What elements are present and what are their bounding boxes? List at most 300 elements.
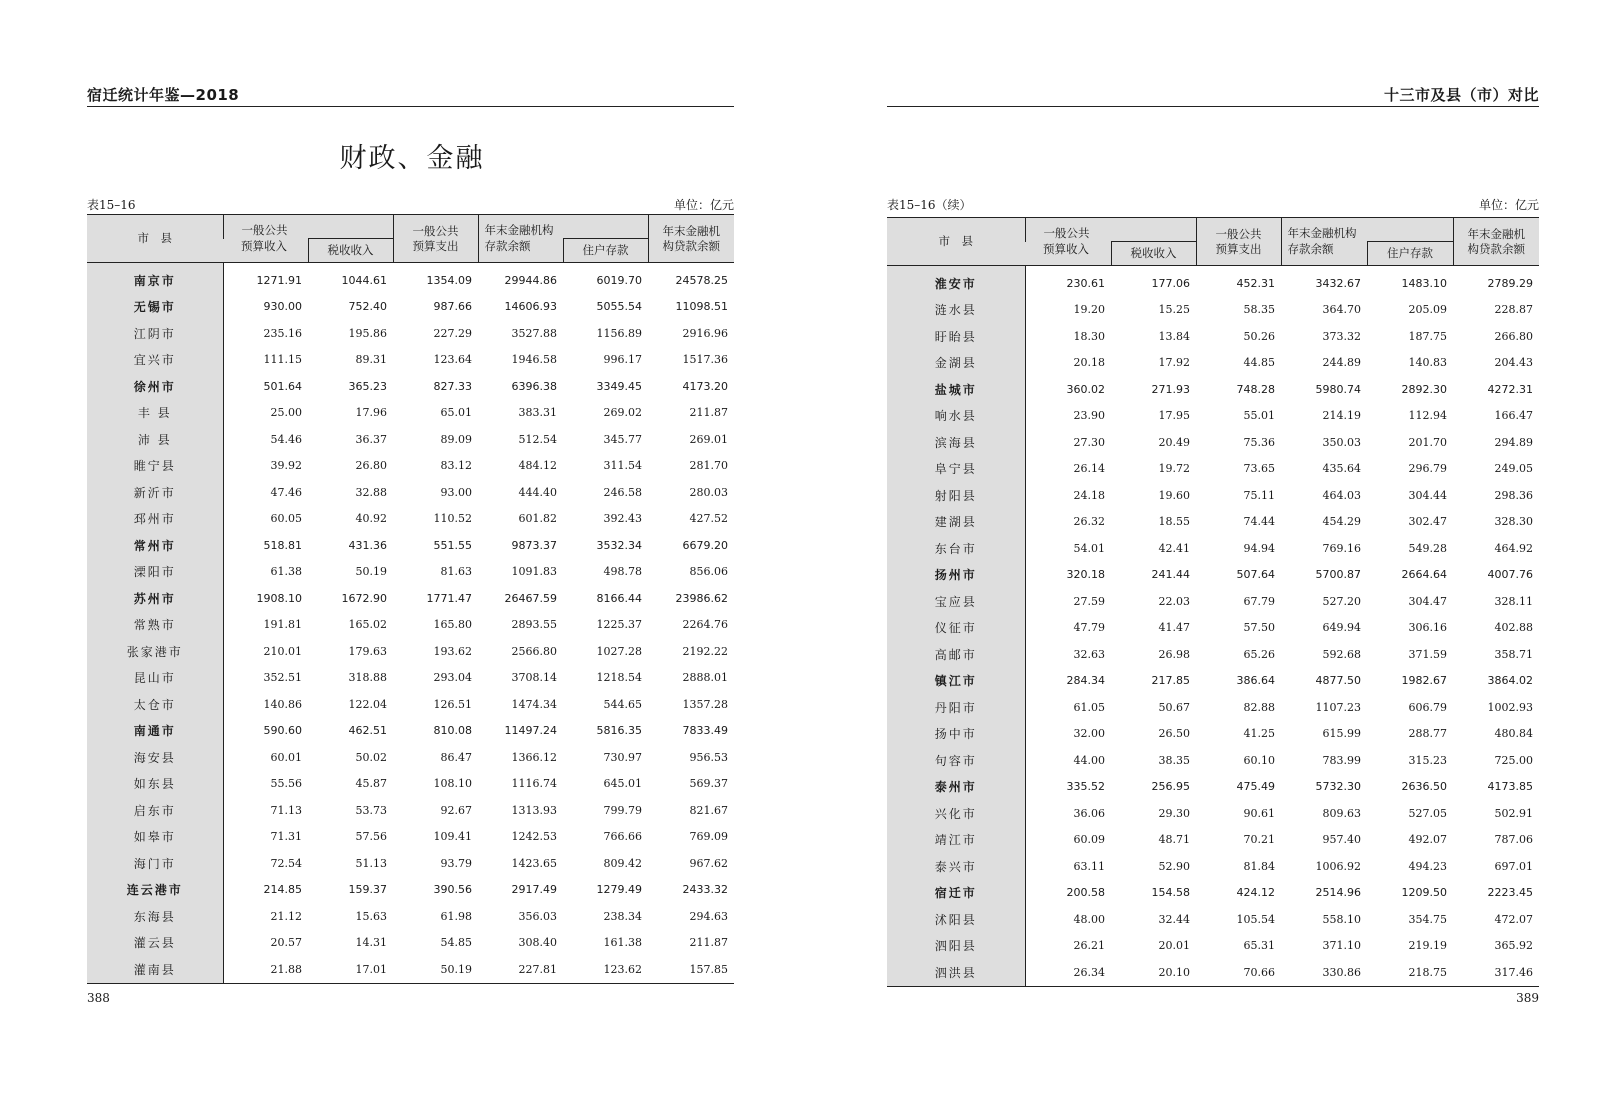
value-cell: 6019.70 [596,273,642,287]
running-head-left: 宿迁统计年鉴—2018 [87,86,240,104]
value-cell: 83.12 [440,459,472,473]
value-cell: 1366.12 [511,750,557,764]
region-name-cell: 徐州市 [87,373,223,400]
value-cell: 55.01 [1243,409,1275,423]
header-household-deposits-right: 住户存款 [1367,242,1453,266]
value-cell: 281.70 [689,459,728,473]
value-cell: 930.00 [263,300,302,314]
value-cell: 89.31 [355,353,387,367]
region-name-cell: 灌南县 [87,956,223,983]
value-cell: 20.57 [270,936,302,950]
value-cell: 8166.44 [596,591,642,605]
value-cell: 787.06 [1494,833,1533,847]
region-name-cell: 泰兴市 [887,853,1025,880]
value-cell: 39.92 [270,459,302,473]
value-cell: 195.86 [348,326,387,340]
value-cell: 317.46 [1494,965,1533,979]
value-cell: 227.81 [518,962,557,976]
region-name-cell: 溧阳市 [87,559,223,586]
value-cell: 498.78 [603,565,642,579]
table-row [87,426,734,453]
value-cell: 187.75 [1408,329,1447,343]
value-cell: 435.64 [1322,462,1361,476]
region-name-cell: 常州市 [87,532,223,559]
value-cell: 86.47 [440,750,472,764]
value-cell: 1279.49 [596,883,642,897]
value-cell: 766.66 [603,830,642,844]
region-name-cell: 张家港市 [87,638,223,665]
table-row [87,559,734,586]
table-row [887,694,1539,721]
value-cell: 65.01 [440,406,472,420]
value-cell: 19.72 [1158,462,1190,476]
value-cell: 256.95 [1151,780,1190,794]
value-cell: 123.62 [603,962,642,976]
region-name-cell: 南通市 [87,718,223,745]
value-cell: 569.37 [689,777,728,791]
value-cell: 527.20 [1322,594,1361,608]
value-cell: 1357.28 [682,697,728,711]
value-cell: 1517.36 [682,353,728,367]
value-cell: 93.00 [440,485,472,499]
table-row [887,880,1539,907]
page-number-left: 388 [87,991,110,1005]
value-cell: 527.05 [1408,806,1447,820]
value-cell: 1483.10 [1401,276,1447,290]
value-cell: 23986.62 [675,591,728,605]
header-rule-right [887,106,1539,107]
table-row [87,744,734,771]
table-row [87,453,734,480]
value-cell: 492.07 [1408,833,1447,847]
value-cell: 27.59 [1073,594,1105,608]
value-cell: 205.09 [1408,303,1447,317]
value-cell: 6679.20 [682,538,728,552]
value-cell: 464.03 [1322,488,1361,502]
table-row [87,850,734,877]
value-cell: 294.63 [689,909,728,923]
region-name-cell: 响水县 [887,403,1025,430]
value-cell: 383.31 [518,406,557,420]
header-deposits-line1-right: 年末金融机构 [1287,226,1357,240]
region-name-cell: 泰州市 [887,774,1025,801]
table-row [87,691,734,718]
value-cell: 697.01 [1494,859,1533,873]
header-tax-revenue: 税收收入 [308,239,393,263]
left-page [0,0,804,1099]
value-cell: 302.47 [1408,515,1447,529]
value-cell: 45.87 [355,777,387,791]
region-name-cell: 连云港市 [87,877,223,904]
value-cell: 3532.34 [596,538,642,552]
value-cell: 5816.35 [596,724,642,738]
region-name-cell: 东台市 [887,535,1025,562]
header-deposits-line2: 存款余额 [478,239,563,263]
value-cell: 26.34 [1073,965,1105,979]
value-cell: 549.28 [1408,541,1447,555]
value-cell: 1209.50 [1401,886,1447,900]
value-cell: 75.11 [1243,488,1275,502]
value-cell: 140.83 [1408,356,1447,370]
header-deposits-line1: 年末金融机构 [484,223,554,237]
value-cell: 431.36 [348,538,387,552]
value-cell: 544.65 [603,697,642,711]
region-name-cell: 新沂市 [87,479,223,506]
header-loans-line1: 年末金融机 [662,223,720,238]
table-row [87,638,734,665]
value-cell: 821.67 [689,803,728,817]
value-cell: 2223.45 [1487,886,1533,900]
value-cell: 3349.45 [596,379,642,393]
value-cell: 288.77 [1408,727,1447,741]
value-cell: 36.37 [355,432,387,446]
value-cell: 15.25 [1158,303,1190,317]
value-cell: 427.52 [689,512,728,526]
value-cell: 63.11 [1073,859,1105,873]
value-cell: 601.82 [518,512,557,526]
value-cell: 957.40 [1322,833,1361,847]
value-cell: 17.92 [1158,356,1190,370]
value-cell: 364.70 [1322,303,1361,317]
table-row [887,266,1539,297]
value-cell: 1002.93 [1487,700,1533,714]
value-cell: 26467.59 [504,591,557,605]
table-caption-left: 表15–16 [87,198,136,212]
region-name-cell: 南京市 [87,263,223,294]
table-row [87,400,734,427]
table-row [887,906,1539,933]
value-cell: 57.50 [1243,621,1275,635]
value-cell: 20.49 [1158,435,1190,449]
value-cell: 311.54 [603,459,642,473]
header-region-right: 市 县 [887,218,1025,266]
value-cell: 2888.01 [682,671,728,685]
header-budget-expenditure-line2-right: 预算支出 [1215,241,1262,256]
value-cell: 1271.91 [256,273,302,287]
value-cell: 354.75 [1408,912,1447,926]
value-cell: 1982.67 [1401,674,1447,688]
header-budget-expenditure-line1: 一般公共 [412,223,459,238]
header-budget-revenue-line2-right: 预算收入 [1025,242,1111,266]
value-cell: 5700.87 [1315,568,1361,582]
value-cell: 17.95 [1158,409,1190,423]
region-name-cell: 宿迁市 [887,880,1025,907]
value-cell: 5980.74 [1315,382,1361,396]
region-name-cell: 涟水县 [887,297,1025,324]
value-cell: 122.04 [348,697,387,711]
value-cell: 452.31 [1236,276,1275,290]
value-cell: 238.34 [603,909,642,923]
value-cell: 73.65 [1243,462,1275,476]
value-cell: 304.47 [1408,594,1447,608]
value-cell: 11098.51 [675,300,728,314]
value-cell: 92.67 [440,803,472,817]
value-cell: 1044.61 [341,273,387,287]
table-row [87,956,734,983]
region-name-cell: 盐城市 [887,376,1025,403]
value-cell: 89.09 [440,432,472,446]
table-row [887,350,1539,377]
value-cell: 26.98 [1158,647,1190,661]
value-cell: 109.41 [433,830,472,844]
value-cell: 201.70 [1408,435,1447,449]
value-cell: 352.51 [263,671,302,685]
value-cell: 1091.83 [511,565,557,579]
region-name-cell: 宜兴市 [87,347,223,374]
value-cell: 193.62 [433,644,472,658]
value-cell: 769.16 [1322,541,1361,555]
value-cell: 19.20 [1073,303,1105,317]
value-cell: 392.43 [603,512,642,526]
value-cell: 809.42 [603,856,642,870]
region-name-cell: 淮安市 [887,266,1025,297]
value-cell: 4173.85 [1487,780,1533,794]
value-cell: 2917.49 [511,883,557,897]
table-row [887,800,1539,827]
table-row [887,721,1539,748]
value-cell: 21.88 [270,962,302,976]
unit-label-left: 单位：亿元 [673,198,734,212]
header-loans-line2-right: 构贷款余额 [1467,241,1525,256]
table-caption-right: 表15–16（续） [887,198,972,212]
value-cell: 38.35 [1158,753,1190,767]
value-cell: 2264.76 [682,618,728,632]
table-row [887,482,1539,509]
value-cell: 54.01 [1073,541,1105,555]
header-budget-revenue [223,215,393,239]
value-cell: 18.55 [1158,515,1190,529]
table-row [887,615,1539,642]
value-cell: 71.13 [270,803,302,817]
value-cell: 266.80 [1494,329,1533,343]
value-cell: 472.07 [1494,912,1533,926]
region-name-cell: 江阴市 [87,320,223,347]
table-row [87,877,734,904]
value-cell: 191.81 [263,618,302,632]
unit-label-right: 单位：亿元 [1478,198,1539,212]
table-row [87,347,734,374]
value-cell: 5732.30 [1315,780,1361,794]
value-cell: 1027.28 [596,644,642,658]
value-cell: 18.30 [1073,329,1105,343]
value-cell: 318.88 [348,671,387,685]
value-cell: 5055.54 [596,300,642,314]
region-name-cell: 海安县 [87,744,223,771]
value-cell: 214.19 [1322,409,1361,423]
value-cell: 60.01 [270,750,302,764]
value-cell: 350.03 [1322,435,1361,449]
table-row [887,376,1539,403]
right-page [804,0,1609,1099]
value-cell: 244.89 [1322,356,1361,370]
value-cell: 246.58 [603,485,642,499]
value-cell: 590.60 [263,724,302,738]
header-rule-left [87,106,734,107]
value-cell: 987.66 [433,300,472,314]
region-name-cell: 灌云县 [87,930,223,957]
region-name-cell: 睢宁县 [87,453,223,480]
value-cell: 154.58 [1151,886,1190,900]
value-cell: 512.54 [518,432,557,446]
value-cell: 210.01 [263,644,302,658]
value-cell: 783.99 [1322,753,1361,767]
value-cell: 47.46 [270,485,302,499]
finance-table-left [87,214,734,984]
value-cell: 2789.29 [1487,276,1533,290]
value-cell: 204.43 [1494,356,1533,370]
value-cell: 752.40 [348,300,387,314]
table-row [87,930,734,957]
value-cell: 967.62 [689,856,728,870]
region-name-cell: 泗阳县 [887,933,1025,960]
table-row [887,323,1539,350]
value-cell: 2893.55 [511,618,557,632]
value-cell: 518.81 [263,538,302,552]
table-row [87,294,734,321]
value-cell: 26.50 [1158,727,1190,741]
region-name-cell: 泗洪县 [887,959,1025,986]
value-cell: 70.66 [1243,965,1275,979]
value-cell: 1908.10 [256,591,302,605]
table-row [887,429,1539,456]
value-cell: 996.17 [603,353,642,367]
value-cell: 214.85 [263,883,302,897]
value-cell: 1354.09 [426,273,472,287]
value-cell: 61.38 [270,565,302,579]
value-cell: 72.54 [270,856,302,870]
region-name-cell: 如皋市 [87,824,223,851]
value-cell: 41.47 [1158,621,1190,635]
page-number-right: 389 [1516,991,1539,1005]
region-name-cell: 昆山市 [87,665,223,692]
value-cell: 20.18 [1073,356,1105,370]
value-cell: 293.04 [433,671,472,685]
value-cell: 159.37 [348,883,387,897]
value-cell: 165.02 [348,618,387,632]
table-row [87,585,734,612]
value-cell: 53.73 [355,803,387,817]
header-budget-expenditure-line2: 预算支出 [412,238,459,253]
value-cell: 810.08 [433,724,472,738]
table-row [87,479,734,506]
value-cell: 65.26 [1243,647,1275,661]
value-cell: 424.12 [1236,886,1275,900]
table-body-left [87,263,734,984]
value-cell: 32.44 [1158,912,1190,926]
value-cell: 47.79 [1073,621,1105,635]
value-cell: 22.03 [1158,594,1190,608]
header-region: 市 县 [87,215,223,263]
value-cell: 58.35 [1243,303,1275,317]
value-cell: 809.63 [1322,806,1361,820]
value-cell: 2433.32 [682,883,728,897]
region-name-cell: 无锡市 [87,294,223,321]
value-cell: 827.33 [433,379,472,393]
header-loans-line2: 构贷款余额 [662,238,720,253]
value-cell: 373.32 [1322,329,1361,343]
value-cell: 200.58 [1066,886,1105,900]
value-cell: 956.53 [689,750,728,764]
value-cell: 44.00 [1073,753,1105,767]
value-cell: 161.38 [603,936,642,950]
value-cell: 230.61 [1066,276,1105,290]
region-name-cell: 启东市 [87,797,223,824]
value-cell: 856.06 [689,565,728,579]
region-name-cell: 靖江市 [887,827,1025,854]
value-cell: 60.09 [1073,833,1105,847]
value-cell: 4007.76 [1487,568,1533,582]
value-cell: 13.84 [1158,329,1190,343]
region-name-cell: 扬州市 [887,562,1025,589]
value-cell: 241.44 [1151,568,1190,582]
region-name-cell: 扬中市 [887,721,1025,748]
table-row [887,403,1539,430]
value-cell: 165.80 [433,618,472,632]
value-cell: 390.56 [433,883,472,897]
value-cell: 108.10 [433,777,472,791]
value-cell: 1423.65 [511,856,557,870]
value-cell: 269.02 [603,406,642,420]
table-row [887,827,1539,854]
table-row [887,747,1539,774]
value-cell: 50.26 [1243,329,1275,343]
value-cell: 61.05 [1073,700,1105,714]
value-cell: 320.18 [1066,568,1105,582]
value-cell: 1771.47 [426,591,472,605]
value-cell: 1672.90 [341,591,387,605]
value-cell: 6396.38 [511,379,557,393]
value-cell: 615.99 [1322,727,1361,741]
table-row [87,532,734,559]
value-cell: 3527.88 [511,326,557,340]
value-cell: 365.92 [1494,939,1533,953]
region-name-cell: 苏州市 [87,585,223,612]
value-cell: 26.21 [1073,939,1105,953]
value-cell: 454.29 [1322,515,1361,529]
header-budget-revenue-line1-right: 一般公共 [1043,226,1090,240]
value-cell: 304.44 [1408,488,1447,502]
table-row [87,665,734,692]
value-cell: 48.00 [1073,912,1105,926]
region-name-cell: 沛 县 [87,426,223,453]
value-cell: 57.56 [355,830,387,844]
value-cell: 358.71 [1494,647,1533,661]
value-cell: 9873.37 [511,538,557,552]
value-cell: 2892.30 [1401,382,1447,396]
header-loans-right [1453,218,1539,266]
value-cell: 41.25 [1243,727,1275,741]
value-cell: 4173.20 [682,379,728,393]
value-cell: 298.36 [1494,488,1533,502]
value-cell: 2916.96 [682,326,728,340]
region-name-cell: 射阳县 [887,482,1025,509]
value-cell: 1242.53 [511,830,557,844]
value-cell: 769.09 [689,830,728,844]
value-cell: 26.32 [1073,515,1105,529]
value-cell: 26.80 [355,459,387,473]
header-loans [648,215,734,263]
value-cell: 645.01 [603,777,642,791]
table-body-right [887,266,1539,987]
value-cell: 228.87 [1494,303,1533,317]
value-cell: 502.91 [1494,806,1533,820]
value-cell: 29.30 [1158,806,1190,820]
value-cell: 123.64 [433,353,472,367]
value-cell: 1313.93 [511,803,557,817]
value-cell: 94.94 [1243,541,1275,555]
value-cell: 17.96 [355,406,387,420]
table-row [887,774,1539,801]
